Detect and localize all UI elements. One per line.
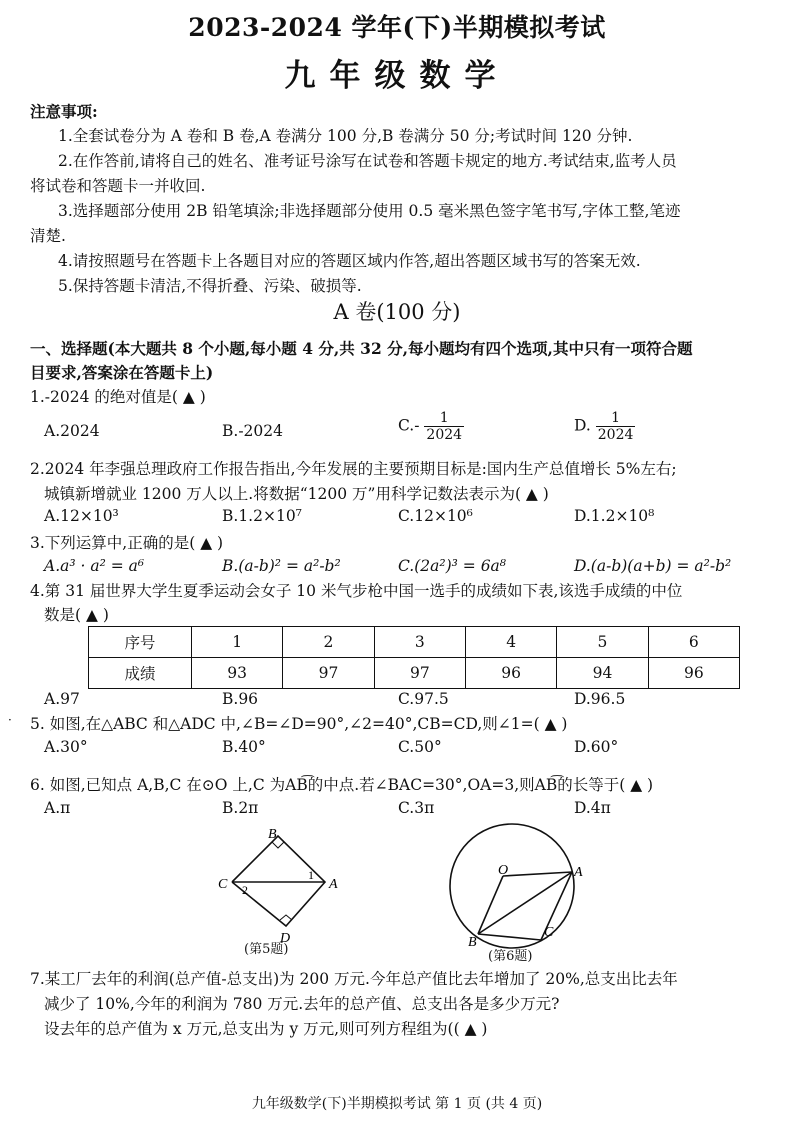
- fraction-numerator: 1: [424, 410, 464, 427]
- q1-option-c[interactable]: [398, 410, 464, 443]
- table-cell: 97: [283, 658, 374, 689]
- q5-option-a[interactable]: A.30°: [44, 738, 88, 756]
- figure-6-caption: (第6题): [488, 949, 533, 964]
- question-1-stem: 1.-2024 的绝对值是( ▲ ): [30, 388, 206, 406]
- vertex-label-b: B: [268, 827, 277, 842]
- fraction-denominator: 2024: [426, 427, 463, 443]
- question-4-stem-cont: 数是( ▲ ): [44, 606, 109, 624]
- table-cell: 94: [557, 658, 648, 689]
- table-cell: 97: [374, 658, 465, 689]
- table-cell: 5: [557, 627, 648, 658]
- q2-option-c[interactable]: C.12×10⁶: [398, 507, 473, 525]
- question-6-stem: 6. 如图,已知点 A,B,C 在⊙O 上,C 为AB͡的中点.若∠BAC=30°,OA=3,则AB͡的长等于( ▲ ): [30, 776, 654, 794]
- q1-option-a[interactable]: A.2024: [44, 422, 100, 440]
- table-cell: 1: [192, 627, 283, 658]
- point-label-b: B: [468, 935, 477, 950]
- segment-oa: [503, 872, 572, 876]
- point-label-a: A: [574, 865, 583, 880]
- table-cell: 4: [465, 627, 556, 658]
- question-7-stem-cont: 设去年的总产值为 x 万元,总支出为 y 万元,则可列方程组为(( ▲ ): [44, 1020, 488, 1038]
- question-7-stem: 7.某工厂去年的利润(总产值-总支出)为 200 万元.今年总产值比去年增加了 20%,总支出比去年: [30, 970, 678, 988]
- notice-heading: 注意事项:: [30, 102, 98, 121]
- q6-option-c[interactable]: C.3π: [398, 799, 435, 817]
- table-row: [89, 627, 740, 658]
- notice-line: 1.全套试卷分为 A 卷和 B 卷,A 卷满分 100 分,B 卷满分 50 分;考试时间 120 分钟.: [58, 127, 633, 145]
- question-3-stem: 3.下列运算中,正确的是( ▲ ): [30, 534, 224, 552]
- table-cell: 3: [374, 627, 465, 658]
- part-heading-cont: 目要求,答案涂在答题卡上): [30, 363, 214, 382]
- table-row: [89, 658, 740, 689]
- q5-option-b[interactable]: B.40°: [222, 738, 266, 756]
- q1-option-d[interactable]: [574, 410, 635, 443]
- q1-option-c-fraction: [424, 410, 464, 443]
- figure-5-caption: (第5题): [244, 942, 289, 957]
- q1-option-b[interactable]: B.-2024: [222, 422, 284, 440]
- q2-option-a[interactable]: A.12×10³: [44, 507, 119, 525]
- table-cell: 成绩: [89, 658, 192, 689]
- q3-option-c[interactable]: C.(2a²)³ = 6a⁸: [398, 557, 507, 575]
- q3-option-d[interactable]: D.(a-b)(a+b) = a²-b²: [574, 557, 732, 575]
- question-2-stem-cont: 城镇新增就业 1200 万人以上.将数据“1200 万”用科学记数法表示为( ▲ ): [44, 485, 549, 503]
- q4-option-c[interactable]: C.97.5: [398, 690, 449, 708]
- q6-option-b[interactable]: B.2π: [222, 799, 259, 817]
- vertex-label-c: C: [218, 877, 228, 892]
- notice-line: 将试卷和答题卡一并收回.: [30, 177, 206, 195]
- table-cell: 96: [465, 658, 556, 689]
- circle-o: [450, 824, 574, 948]
- point-label-o: O: [498, 863, 509, 878]
- exam-title: 2023-2024 学年(下)半期模拟考试: [188, 13, 606, 42]
- vertex-label-a: A: [329, 877, 338, 892]
- q1-option-d-fraction: [596, 410, 636, 443]
- question-5-stem: 5. 如图,在△ABC 和△ADC 中,∠B=∠D=90°,∠2=40°,CB=CD,则∠1=( ▲ ): [30, 715, 568, 733]
- table-cell: 6: [648, 627, 739, 658]
- q4-option-b[interactable]: B.96: [222, 690, 259, 708]
- table-cell: 93: [192, 658, 283, 689]
- q2-option-b[interactable]: B.1.2×10⁷: [222, 507, 302, 525]
- stray-dot: ·: [8, 713, 12, 727]
- table-cell: 序号: [89, 627, 192, 658]
- q1-option-c-prefix: C.-: [398, 416, 420, 435]
- fraction-denominator: 2024: [597, 427, 634, 443]
- right-angle-mark-b: [272, 842, 284, 848]
- q6-option-d[interactable]: D.4π: [574, 799, 611, 817]
- right-angle-mark-d: [280, 915, 292, 920]
- angle-label-1: 1: [308, 868, 314, 882]
- question-2-stem: 2.2024 年李强总理政府工作报告指出,今年发展的主要预期目标是:国内生产总值增长 5%左右;: [30, 460, 677, 478]
- table-cell: 96: [648, 658, 739, 689]
- page-footer: 九年级数学(下)半期模拟考试 第 1 页 (共 4 页): [251, 1096, 543, 1112]
- chord-bc: [478, 934, 541, 940]
- q3-option-a[interactable]: A.a³ · a² = a⁶: [44, 557, 145, 575]
- table-cell: 2: [283, 627, 374, 658]
- q5-option-d[interactable]: D.60°: [574, 738, 619, 756]
- q2-option-d[interactable]: D.1.2×10⁸: [574, 507, 655, 525]
- q6-option-a[interactable]: A.π: [44, 799, 71, 817]
- figure-6-diagram: [440, 820, 590, 950]
- q5-option-c[interactable]: C.50°: [398, 738, 442, 756]
- point-label-c: C: [544, 925, 554, 940]
- fraction-numerator: 1: [596, 410, 636, 427]
- score-table: [88, 626, 740, 689]
- notice-line: 2.在作答前,请将自己的姓名、准考证号涂写在试卷和答题卡规定的地方.考试结束,监考人员: [58, 152, 677, 170]
- part-heading: 一、选择题(本大题共 8 个小题,每小题 4 分,共 32 分,每小题均有四个选项,其中只有一项符合题: [30, 339, 693, 358]
- section-heading: A 卷(100 分): [333, 300, 461, 324]
- question-4-stem: 4.第 31 届世界大学生夏季运动会女子 10 米气步枪中国一选手的成绩如下表,该选手成绩的中位: [30, 582, 683, 600]
- q3-option-b[interactable]: B.(a-b)² = a²-b²: [222, 557, 341, 575]
- vertex-label-d: D: [280, 931, 291, 946]
- angle-label-2: 2: [242, 883, 248, 897]
- q4-option-d[interactable]: D.96.5: [574, 690, 626, 708]
- notice-line: 4.请按照题号在答题卡上各题目对应的答题区域内作答,超出答题区域书写的答案无效.: [58, 252, 641, 270]
- question-7-stem-cont: 减少了 10%,今年的利润为 780 万元.去年的总产值、总支出各是多少万元?: [44, 995, 560, 1013]
- exam-subject: 九年级数学: [284, 58, 510, 94]
- notice-line: 清楚.: [30, 227, 66, 245]
- notice-line: 5.保持答题卡清洁,不得折叠、污染、破损等.: [58, 277, 362, 295]
- notice-line: 3.选择题部分使用 2B 铅笔填涂;非选择题部分使用 0.5 毫米黑色签字笔书写,字体工整,笔迹: [58, 202, 681, 220]
- q1-option-d-prefix: D.: [574, 416, 591, 435]
- q4-option-a[interactable]: A.97: [44, 690, 80, 708]
